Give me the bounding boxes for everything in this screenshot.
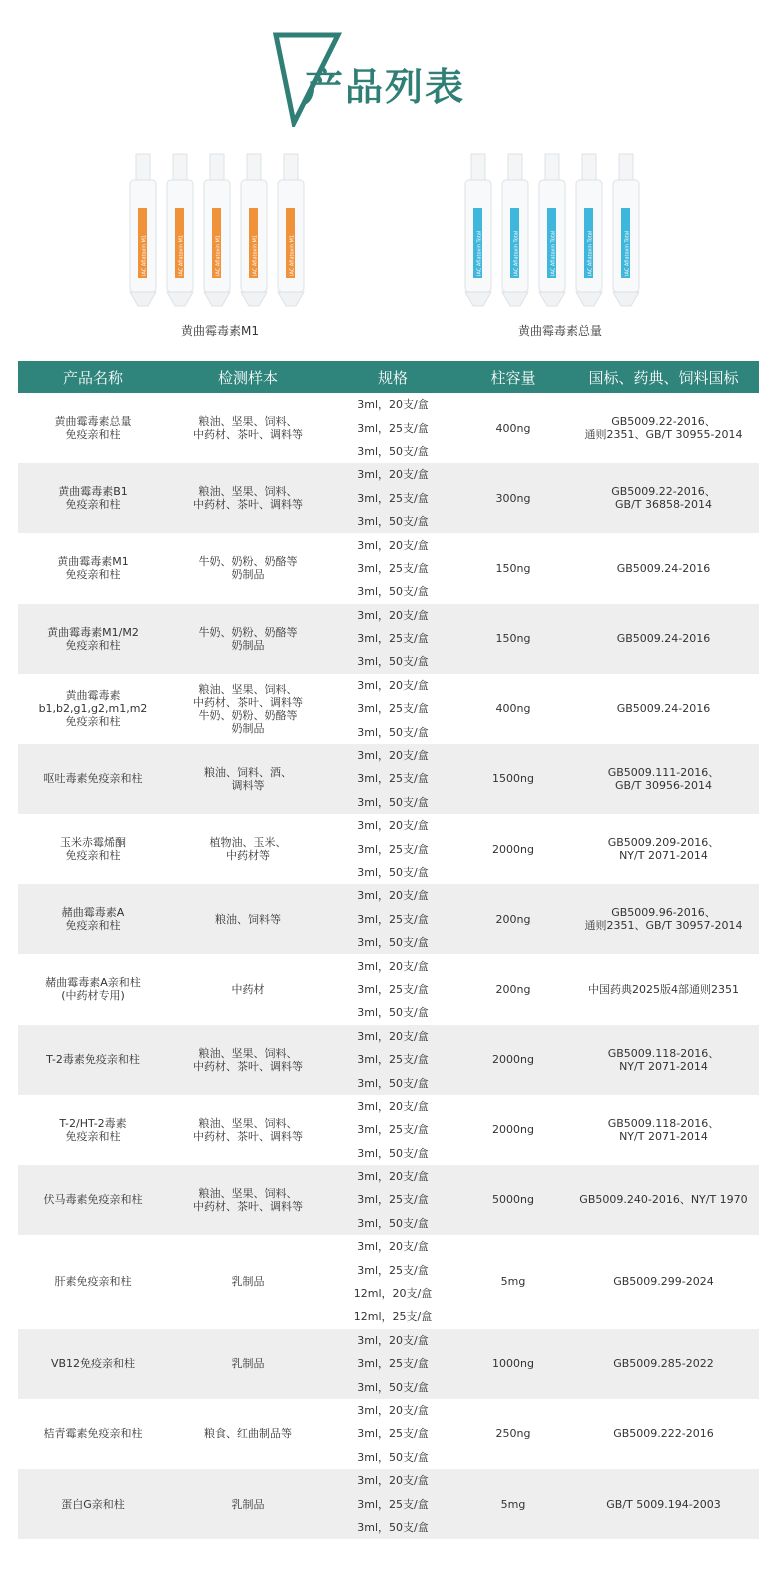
product-table: [18, 361, 759, 1539]
standard-ref: GB5009.24-2016: [616, 632, 711, 646]
tube-label-text: IAC Aflatoxin Total: [624, 230, 631, 276]
spec-item: 3ml，20支/盒: [357, 608, 429, 622]
column-capacity: 5mg: [500, 1275, 526, 1289]
product-image-total: [455, 150, 655, 310]
column-tube: [539, 154, 565, 306]
standard-ref: GB5009.22-2016、 通则2351、GB/T 30955-2014: [584, 415, 743, 442]
column-capacity: 5mg: [500, 1497, 526, 1511]
standard-ref: GB5009.22-2016、 GB/T 36858-2014: [611, 485, 716, 512]
spec-item: 3ml，20支/盒: [357, 1170, 429, 1184]
spec-item: 3ml，20支/盒: [357, 678, 429, 692]
column-tube: [278, 154, 304, 306]
header-capacity: 柱容量: [490, 368, 536, 387]
column-capacity: 150ng: [495, 561, 531, 575]
column-capacity: 2000ng: [492, 1123, 534, 1137]
column-capacity: 1000ng: [492, 1357, 534, 1371]
product-name: 呕吐毒素免疫亲和柱: [43, 772, 143, 786]
spec-item: 3ml，25支/盒: [357, 702, 429, 716]
spec-item: 3ml，25支/盒: [357, 1123, 429, 1137]
spec-item: 3ml，50支/盒: [357, 655, 429, 669]
sample-type: 中药材: [231, 982, 265, 996]
sample-type: 植物油、玉米、 中药材等: [209, 836, 287, 863]
spec-item: 3ml，25支/盒: [357, 1053, 429, 1067]
spec-item: 3ml，20支/盒: [357, 538, 429, 552]
sample-type: 粮油、坚果、饲料、 中药材、茶叶、调料等: [193, 1046, 303, 1073]
spec-item: 3ml，20支/盒: [357, 1099, 429, 1113]
spec-item: 12ml，20支/盒: [353, 1287, 433, 1301]
column-capacity: 1500ng: [492, 772, 534, 786]
product-name: 伏马毒素免疫亲和柱: [43, 1193, 143, 1207]
header-standard: 国标、药典、饲料国标: [588, 368, 739, 387]
sample-type: 粮油、坚果、饲料、 中药材、茶叶、调料等: [193, 1186, 303, 1213]
product-name: 桔青霉素免疫亲和柱: [43, 1427, 143, 1441]
column-tube: [465, 154, 491, 306]
table-row: [18, 1399, 759, 1469]
column-capacity: 250ng: [495, 1427, 531, 1441]
spec-item: 3ml，50支/盒: [357, 585, 429, 599]
product-name: T-2毒素免疫亲和柱: [46, 1053, 140, 1067]
sample-type: 粮油、坚果、饲料、 中药材、茶叶、调料等: [193, 415, 303, 442]
table-row: [18, 674, 759, 744]
tube-label-text: IAC Aflatoxin M1: [178, 235, 185, 276]
spec-item: 3ml，20支/盒: [357, 468, 429, 482]
table-row: [18, 1235, 759, 1329]
column-tube: [167, 154, 193, 306]
table-row: [18, 604, 759, 674]
column-capacity: 2000ng: [492, 1053, 534, 1067]
spec-item: 3ml，25支/盒: [357, 912, 429, 926]
sample-type: 粮油、坚果、饲料、 中药材、茶叶、调料等 牛奶、奶粉、奶酪等 奶制品: [193, 682, 303, 735]
spec-item: 3ml，50支/盒: [357, 1076, 429, 1090]
column-capacity: 200ng: [495, 982, 531, 996]
spec-item: 3ml，20支/盒: [357, 1240, 429, 1254]
standard-ref: GB5009.299-2024: [613, 1275, 714, 1289]
sample-type: 牛奶、奶粉、奶酪等 奶制品: [198, 625, 298, 652]
sample-type: 乳制品: [231, 1497, 265, 1511]
spec-item: 3ml，20支/盒: [357, 1029, 429, 1043]
column-capacity: 400ng: [495, 702, 531, 716]
column-tube: [241, 154, 267, 306]
product-name: 黄曲霉毒素 b1,b2,g1,g2,m1,m2 免疫亲和柱: [38, 689, 148, 729]
sample-type: 粮油、坚果、饲料、 中药材、茶叶、调料等: [193, 485, 303, 512]
header-name: 产品名称: [62, 368, 123, 387]
spec-item: 3ml，50支/盒: [357, 515, 429, 529]
table-row: [18, 884, 759, 954]
table-row: [18, 533, 759, 603]
column-tube: [613, 154, 639, 306]
spec-item: 3ml，25支/盒: [357, 421, 429, 435]
table-row: [18, 1165, 759, 1235]
spec-item: 3ml，20支/盒: [357, 398, 429, 412]
product-caption-m1: 黄曲霉毒素M1: [181, 324, 259, 338]
product-name: 赭曲霉毒素A亲和柱 (中药材专用): [45, 976, 141, 1003]
table-row: [18, 463, 759, 533]
product-name: 玉米赤霉烯酮 免疫亲和柱: [60, 836, 126, 863]
sample-type: 粮油、坚果、饲料、 中药材、茶叶、调料等: [193, 1116, 303, 1143]
spec-item: 3ml，20支/盒: [357, 819, 429, 833]
table-row: [18, 744, 759, 814]
header-sample: 检测样本: [217, 368, 278, 387]
column-capacity: 150ng: [495, 632, 531, 646]
tube-label-text: IAC Aflatoxin Total: [513, 230, 520, 276]
spec-item: 3ml，50支/盒: [357, 725, 429, 739]
product-name: 肝素免疫亲和柱: [54, 1275, 132, 1289]
product-image-m1: [120, 150, 320, 310]
spec-item: 3ml，20支/盒: [357, 959, 429, 973]
spec-item: 3ml，20支/盒: [357, 1403, 429, 1417]
spec-item: 3ml，50支/盒: [357, 1146, 429, 1160]
spec-item: 3ml，25支/盒: [357, 1427, 429, 1441]
sample-type: 粮食、红曲制品等: [204, 1427, 292, 1441]
sample-type: 牛奶、奶粉、奶酪等 奶制品: [198, 555, 298, 582]
table-row: [18, 393, 759, 463]
spec-item: 3ml，25支/盒: [357, 1497, 429, 1511]
column-capacity: 400ng: [495, 421, 531, 435]
sample-type: 乳制品: [231, 1275, 265, 1289]
standard-ref: GB5009.111-2016、 GB/T 30956-2014: [607, 765, 720, 792]
sample-type: 粮油、饲料、酒、 调料等: [204, 765, 292, 792]
column-tube: [130, 154, 156, 306]
spec-item: 3ml，50支/盒: [357, 1520, 429, 1534]
table-row: [18, 954, 759, 1024]
spec-item: 3ml，25支/盒: [357, 632, 429, 646]
spec-item: 3ml，50支/盒: [357, 866, 429, 879]
tube-label-text: IAC Aflatoxin Total: [550, 230, 557, 276]
product-name: 赭曲霉毒素A 免疫亲和柱: [61, 906, 125, 933]
standard-ref: GB5009.96-2016、 通则2351、GB/T 30957-2014: [584, 906, 743, 933]
spec-item: 3ml，20支/盒: [357, 749, 429, 763]
spec-item: 3ml，25支/盒: [357, 982, 429, 996]
standard-ref: GB5009.24-2016: [616, 561, 711, 575]
standard-ref: 中国药典2025版4部通则2351: [588, 982, 739, 996]
standard-ref: GB5009.285-2022: [613, 1357, 714, 1371]
table-row: [18, 1469, 759, 1539]
product-caption-total: 黄曲霉毒素总量: [517, 324, 602, 338]
tube-label-text: IAC Aflatoxin Total: [476, 230, 483, 276]
title-banner: [0, 28, 780, 128]
product-name: T-2/HT-2毒素 免疫亲和柱: [59, 1116, 127, 1143]
tube-label-text: IAC Aflatoxin M1: [289, 235, 296, 276]
product-name: VB12免疫亲和柱: [50, 1357, 136, 1371]
standard-ref: GB5009.240-2016、NY/T 1970: [579, 1193, 748, 1207]
tube-label-text: IAC Aflatoxin M1: [252, 235, 259, 276]
tube-label-text: IAC Aflatoxin Total: [587, 230, 594, 276]
spec-item: 3ml，25支/盒: [357, 561, 429, 575]
spec-item: 3ml，50支/盒: [357, 1450, 429, 1464]
spec-item: 3ml，50支/盒: [357, 1006, 429, 1020]
spec-item: 3ml，20支/盒: [357, 1474, 429, 1488]
table-header: [18, 361, 759, 393]
standard-ref: GB5009.222-2016: [613, 1427, 714, 1441]
sample-type: 粮油、饲料等: [215, 912, 281, 926]
spec-item: 3ml，50支/盒: [357, 936, 429, 950]
product-name: 蛋白G亲和柱: [61, 1497, 125, 1511]
spec-item: 3ml，25支/盒: [357, 842, 429, 856]
standard-ref: GB5009.118-2016、 NY/T 2071-2014: [607, 1116, 720, 1143]
product-name: 黄曲霉毒素B1 免疫亲和柱: [58, 485, 128, 512]
table-body: [18, 393, 759, 1539]
spec-item: 3ml，20支/盒: [357, 1333, 429, 1347]
spec-item: 3ml，25支/盒: [357, 772, 429, 786]
product-name: 黄曲霉毒素M1/M2 免疫亲和柱: [47, 625, 139, 652]
spec-item: 12ml，25支/盒: [353, 1310, 433, 1324]
standard-ref: GB/T 5009.194-2003: [606, 1497, 721, 1511]
spec-item: 3ml，50支/盒: [357, 444, 429, 458]
column-capacity: 2000ng: [492, 842, 534, 856]
tube-label-text: IAC Aflatoxin M1: [215, 235, 222, 276]
standard-ref: GB5009.118-2016、 NY/T 2071-2014: [607, 1046, 720, 1073]
standard-ref: GB5009.209-2016、 NY/T 2071-2014: [607, 836, 720, 863]
table-row: [18, 1329, 759, 1399]
spec-item: 3ml，25支/盒: [357, 491, 429, 505]
column-capacity: 5000ng: [492, 1193, 534, 1207]
spec-item: 3ml，25支/盒: [357, 1357, 429, 1371]
column-tube: [502, 154, 528, 306]
page-title: 产品列表: [305, 65, 466, 109]
table-row: [18, 1095, 759, 1165]
spec-item: 3ml，50支/盒: [357, 1216, 429, 1230]
spec-item: 3ml，20支/盒: [357, 889, 429, 903]
spec-item: 3ml，25支/盒: [357, 1263, 429, 1277]
tube-label-text: IAC Aflatoxin M1: [141, 235, 148, 276]
column-tube: [576, 154, 602, 306]
table-row: [18, 814, 759, 884]
product-name: 黄曲霉毒素M1 免疫亲和柱: [57, 555, 129, 582]
table-row: [18, 1025, 759, 1095]
column-tube: [204, 154, 230, 306]
spec-item: 3ml，25支/盒: [357, 1193, 429, 1207]
spec-item: 3ml，50支/盒: [357, 1380, 429, 1394]
spec-item: 3ml，50支/盒: [357, 795, 429, 809]
standard-ref: GB5009.24-2016: [616, 702, 711, 716]
product-name: 黄曲霉毒素总量 免疫亲和柱: [54, 415, 132, 442]
column-capacity: 300ng: [495, 491, 531, 505]
column-capacity: 200ng: [495, 912, 531, 926]
header-spec: 规格: [377, 368, 408, 387]
sample-type: 乳制品: [231, 1357, 265, 1371]
